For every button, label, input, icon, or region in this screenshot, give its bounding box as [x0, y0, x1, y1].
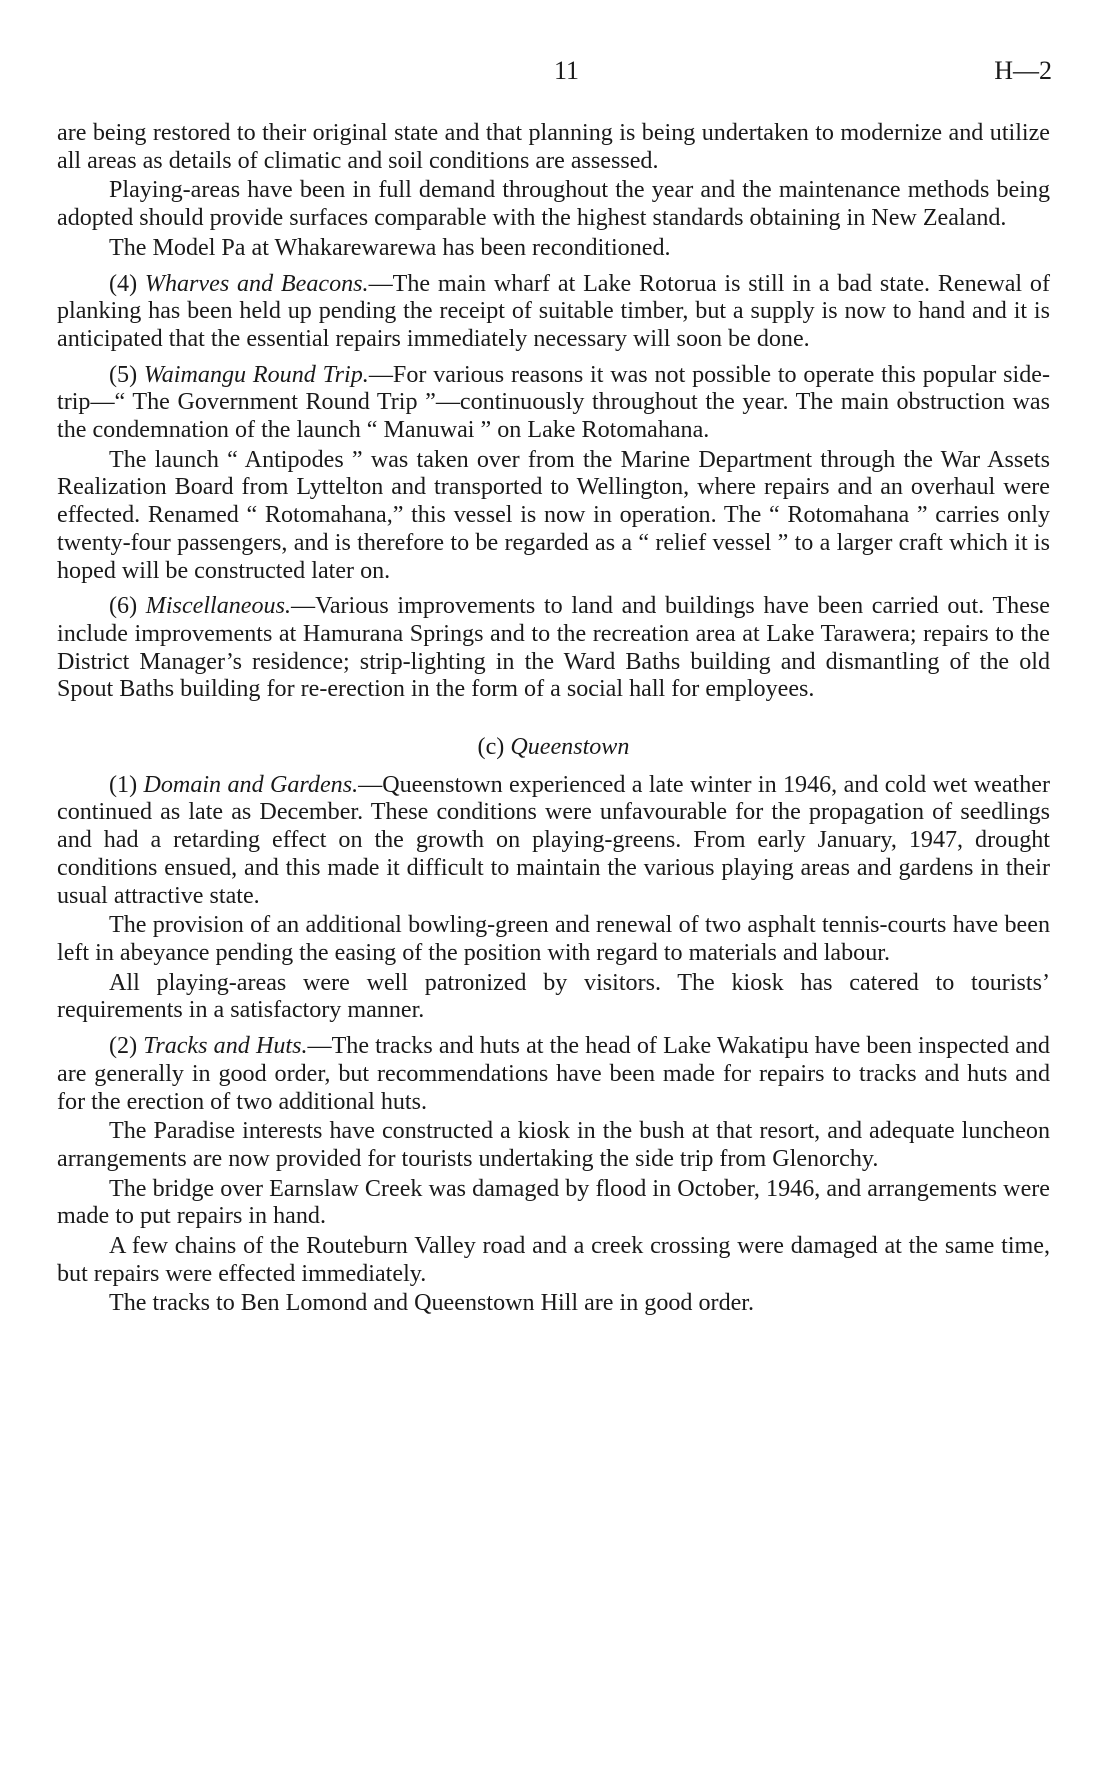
- item-body: —Various improvements to land and buildings have been carried out. These include improvements at Hamurana Springs and to the recreation area at Lake Tarawera; repairs to the District Manager’s residence; strip-lighting in the Ward Baths building and dismantling of the old Spout Baths building for re-erection in the form of a social hall for employees.: [57, 593, 1050, 703]
- paragraph-waimangu-round-trip: [57, 362, 1050, 445]
- item-body: —The main wharf at Lake Rotorua is still in a bad state. Renewal of planking has been held up pending the receipt of suitable timber, but a supply is now to hand and it is anticipated that the essential repairs immediately necessary will soon be done.: [57, 270, 1050, 352]
- paragraph-routeburn: A few chains of the Routeburn Valley road and a creek crossing were damaged at the same time, but repairs were effected immediately.: [57, 1233, 1050, 1287]
- item-heading: Waimangu Round Trip.: [143, 361, 369, 388]
- paragraph-paradise: The Paradise interests have constructed a kiosk in the bush at that resort, and adequate luncheon arrangements are now provided for tourists undertaking the side trip from Glenorchy.: [57, 1118, 1050, 1172]
- page-number: 11: [554, 56, 580, 85]
- section-letter: (c): [477, 734, 511, 761]
- paragraph-earnslaw-bridge: The bridge over Earnslaw Creek was damaged by flood in October, 1946, and arrangements were made to put repairs in hand.: [57, 1175, 1050, 1230]
- item-number: (1): [109, 771, 144, 798]
- section-heading-queenstown: [57, 734, 1050, 762]
- item-body: —For various reasons it was not possible to operate this popular side-trip—“ The Government Round Trip ”—continuously throughout the year. The main obstruction was the condemnation of the launch “ Manuwai ” on Lake Rotomahana.: [57, 361, 1050, 444]
- paragraph-wharves-beacons: [57, 271, 1050, 354]
- paragraph-playing-areas: Playing-areas have been in full demand throughout the year and the maintenance methods being adopted should provide surfaces comparable with the highest standards obtaining in New Zealand.: [57, 177, 1050, 232]
- item-heading: Tracks and Huts.: [143, 1033, 308, 1060]
- item-heading: Domain and Gardens.: [143, 771, 359, 798]
- section-name: Queenstown: [510, 734, 630, 761]
- item-number: (4): [109, 270, 145, 297]
- paragraph-ben-lomond: The tracks to Ben Lomond and Queenstown Hill are in good order.: [109, 1290, 755, 1317]
- item-body: —Queenstown experienced a late winter in 1946, and cold wet weather continued as late as December. These conditions were unfavourable for the propagation of seedlings and had a retarding effect on the growth on playing-greens. From early January, 1947, drought conditions ensued, and this made it difficult to maintain the various playing areas and gardens in their usual attractive state.: [57, 771, 1050, 909]
- page-header: [0, 56, 1114, 88]
- item-body: —The tracks and huts at the head of Lake Wakatipu have been inspected and are generally in good order, but recommendations have been made for repairs to tracks and huts and for the erection of two additional huts.: [57, 1033, 1050, 1115]
- document-body: [57, 120, 1050, 1318]
- paragraph-bowling-green: The provision of an additional bowling-green and renewal of two asphalt tennis-courts have been left in abeyance pending the easing of the position with regard to materials and labour.: [57, 912, 1050, 966]
- paragraph-tracks-huts: [57, 1033, 1050, 1116]
- paragraph-kiosk: All playing-areas were well patronized by visitors. The kiosk has catered to tourists’ requirements in a satisfactory manner.: [57, 969, 1050, 1024]
- paragraph-domain-gardens: [57, 772, 1050, 911]
- item-number: (2): [109, 1033, 144, 1060]
- paragraph-continuation: are being restored to their original state and that planning is being undertaken to modernize and utilize all areas as details of climatic and soil conditions are assessed.: [57, 120, 1050, 174]
- item-number: (5): [109, 361, 144, 388]
- item-heading: Wharves and Beacons.: [144, 270, 369, 297]
- item-number: (6): [109, 593, 146, 620]
- paragraph-miscellaneous: [57, 593, 1050, 704]
- paragraph-launch-antipodes: The launch “ Antipodes ” was taken over from the Marine Department through the War Assets Realization Board from Lyttelton and transported to Wellington, where repairs and an overhaul were effected. Renamed “ Rotomahana,” this vessel is now in operation. The “ Rotomahana ” carries only twenty-four passengers, and is therefore to be regarded as a “ relief vessel ” to a larger craft which it is hoped will be constructed later on.: [57, 446, 1050, 584]
- document-code: H—2: [994, 56, 1052, 85]
- paragraph-model-pa: The Model Pa at Whakarewarewa has been reconditioned.: [109, 234, 671, 261]
- item-heading: Miscellaneous.: [145, 593, 291, 620]
